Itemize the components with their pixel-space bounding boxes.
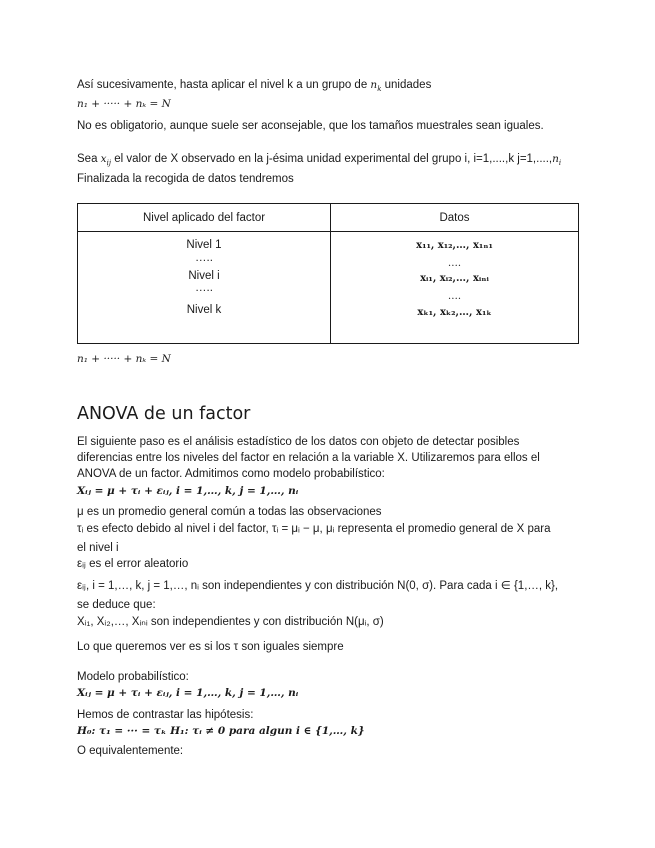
table-header-row	[78, 204, 579, 232]
table-header-data: Datos	[331, 204, 579, 232]
hypothesis-equation: H₀: τ₁ = ··· = τₖ H₁: τᵢ ≠ 0 para algun i ∈ {1,…, k}	[77, 725, 365, 737]
intro-line-1	[77, 78, 431, 97]
intro-line-1-text: Así sucesivamente, hasta aplicar el nivel k a un grupo de	[77, 79, 368, 91]
tau-description-a: τᵢ es efecto debido al nivel i del factor, τᵢ = μᵢ − μ, μᵢ representa el promedio general de X para	[77, 523, 551, 535]
table-header-level: Nivel aplicado del factor	[78, 204, 331, 232]
eps-independence-a: εᵢⱼ, i = 1,…, k, j = 1,…, nᵢ son independientes y con distribución N(0, σ). Para cada i ∈ {1,…, k},	[77, 580, 559, 592]
model-equation: Xᵢⱼ = μ + τᵢ + εᵢⱼ, i = 1,…, k, j = 1,…, nᵢ	[77, 485, 299, 497]
anova-paragraph: El siguiente paso es el análisis estadístico de los datos con objeto de detectar posibles diferencias entre los niveles del factor en relación a la variable X. Utilizaremos para ellos el ANOVA de un factor. Admitimos como modelo probabilístico:	[77, 436, 540, 480]
x-independence: Xᵢ₁, Xᵢ₂,…, Xᵢₙᵢ son independientes y con distribución N(μᵢ, σ)	[77, 616, 384, 628]
data-row-1: x₁₁, x₁₂,…, x₁ₙ₁	[416, 240, 493, 251]
mu-description: μ es un promedio general común a todas las observaciones	[77, 506, 382, 518]
intro-line-3-tail: $n_i$	[552, 153, 562, 167]
data-table	[77, 203, 579, 344]
model-equation-2: Xᵢⱼ = μ + τᵢ + εᵢⱼ, i = 1,…, k, j = 1,…, nᵢ	[77, 687, 299, 699]
eps-independence-b: se deduce que:	[77, 599, 156, 611]
data-ellipsis-2: ….	[447, 290, 462, 302]
sum-equation-2: n₁ + ····· + nₖ = N	[77, 353, 171, 365]
intro-line-4: Finalizada la recogida de datos tendremos	[77, 173, 294, 185]
intro-line-3-start: Sea	[77, 153, 98, 165]
sum-equation: n₁ + ····· + nₖ = N	[77, 98, 171, 110]
equivalently-label: O equivalentemente:	[77, 745, 184, 757]
intro-line-3-end: el valor de X observado en la j-ésima unidad experimental del grupo i, i=1,....,k j=1,....,	[114, 153, 553, 165]
intro-line-3-var: $x_{ij}$	[100, 153, 112, 167]
tau-description-b: el nivel i	[77, 542, 119, 554]
intro-line-3	[77, 152, 561, 171]
level-k: Nivel k	[186, 304, 222, 316]
level-i: Nivel i	[188, 269, 220, 282]
level-1: Nivel 1	[186, 239, 222, 251]
data-ellipsis-1: ….	[447, 257, 462, 269]
levels-cell	[78, 232, 331, 344]
data-cell	[331, 232, 579, 344]
eps-description: εᵢⱼ es el error aleatorio	[77, 558, 189, 570]
intro-line-2: No es obligatorio, aunque suele ser aconsejable, que los tamaños muestrales sean iguales.	[77, 120, 544, 132]
data-row-i: xᵢ₁, xᵢ₂,…, xᵢₙᵢ	[420, 273, 489, 284]
level-ellipsis-2: …..	[195, 282, 213, 294]
hypothesis-label: Hemos de contrastar las hipótesis:	[77, 709, 254, 721]
level-ellipsis-1: …..	[195, 251, 213, 264]
section-title: ANOVA de un factor	[77, 404, 251, 424]
table-row	[78, 232, 579, 344]
intro-line-1-end: unidades	[384, 79, 432, 91]
goal-line: Lo que queremos ver es si los τ son iguales siempre	[77, 641, 344, 653]
data-row-k: xₖ₁, xₖ₂,…, x₁ₖ	[417, 307, 492, 318]
intro-line-1-var: $n_k$	[370, 79, 382, 93]
model-label: Modelo probabilístico:	[77, 671, 189, 683]
